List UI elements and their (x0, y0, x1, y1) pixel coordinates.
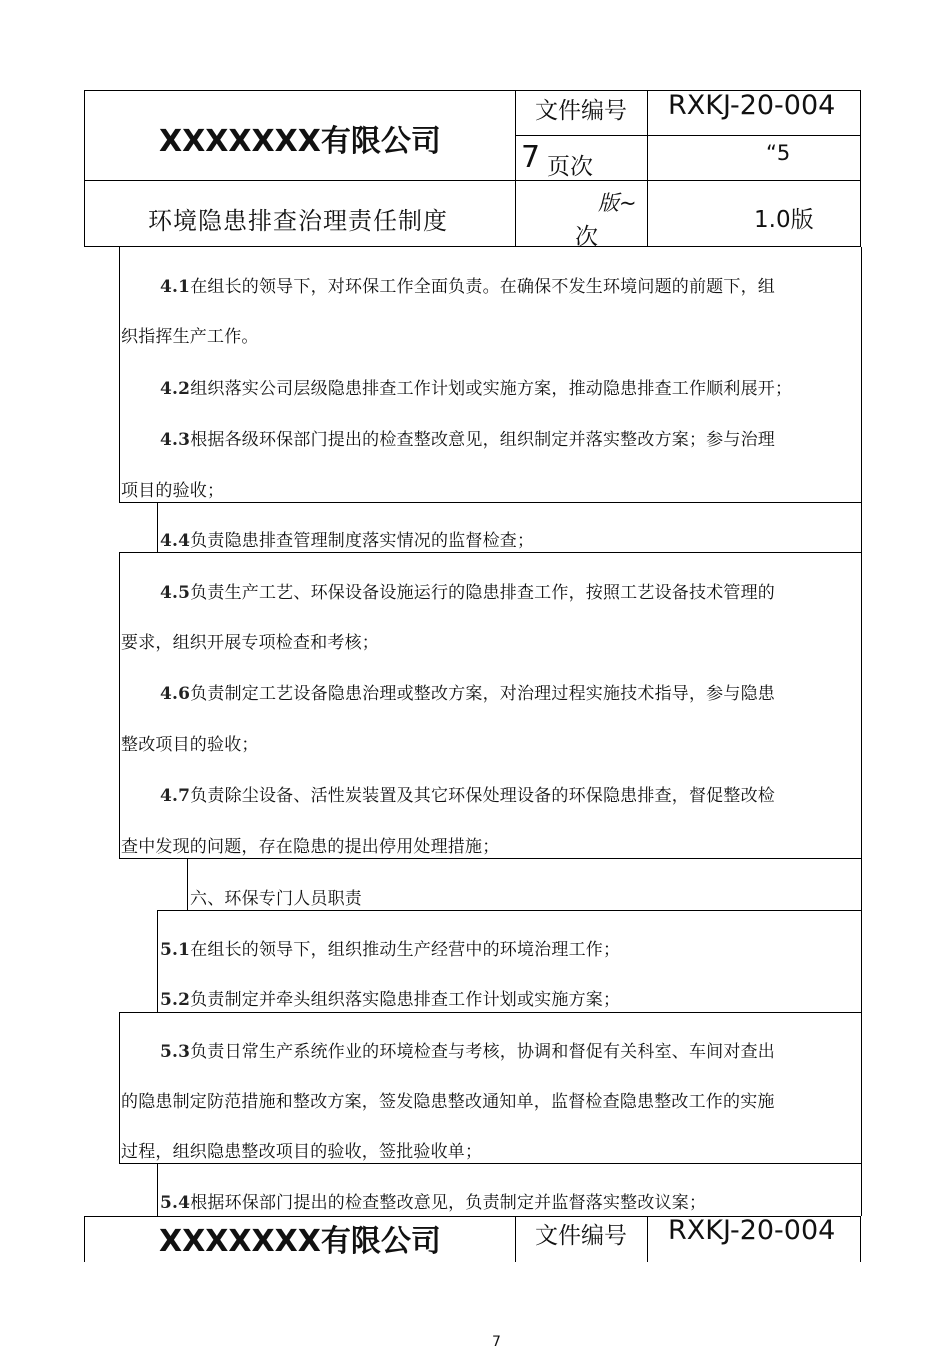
company-name: XXXXXXX有限公司 (159, 124, 441, 159)
item-5-1-line-1: 5.1在组长的领导下，组织推动生产经营中的环境治理工作； (160, 940, 621, 960)
item-4-1-line-2: 织指挥生产工作。 (121, 327, 259, 347)
document-title: 环境隐患排查治理责任制度 (148, 207, 448, 235)
version-value: 1.0版 (754, 207, 814, 233)
item-number: 4.6 (160, 684, 191, 704)
header-divider (515, 135, 861, 136)
item-number: 4.4 (160, 531, 191, 551)
item-4-2-line-1: 4.2组织落实公司层级隐患排查工作计划或实施方案，推动隐患排查工作顺利展开； (160, 379, 793, 399)
doc-number-value: RXKJ-20-004 (668, 90, 836, 121)
item-4-3-line-1: 4.3根据各级环保部门提出的检查整改意见，组织制定并落实整改方案；参与治理 (160, 430, 775, 450)
item-number: 5.3 (160, 1042, 191, 1062)
item-4-7-line-2: 查中发现的问题，存在隐患的提出停用处理措施； (121, 837, 500, 857)
doc-number-label: 文件编号 (535, 98, 627, 124)
footer-header-divider (647, 1216, 648, 1262)
section-6-heading: 六、环保专门人员职责 (190, 889, 362, 909)
item-number: 5.1 (160, 940, 191, 960)
item-5-2-line-1: 5.2负责制定并牵头组织落实隐患排查工作计划或实施方案； (160, 990, 621, 1010)
page-value: “5 (766, 141, 791, 165)
item-5-3-line-1: 5.3负责日常生产系统作业的环境检查与考核，协调和督促有关科室、车间对查出 (160, 1042, 775, 1062)
item-5-4-line-1: 5.4根据环保部门提出的检查整改意见，负责制定并监督落实整改议案； (160, 1193, 707, 1213)
item-number: 5.4 (160, 1193, 191, 1213)
item-number: 5.2 (160, 990, 191, 1010)
version-label-bottom: 次 (575, 224, 598, 250)
header-divider (84, 180, 861, 181)
footer-doc-number-label: 文件编号 (535, 1223, 627, 1249)
page-number: 7 (521, 140, 541, 175)
item-number: 4.3 (160, 430, 191, 450)
item-4-5-line-1: 4.5负责生产工艺、环保设备设施运行的隐患排查工作，按照工艺设备技术管理的 (160, 583, 775, 603)
footer-header-divider (515, 1216, 516, 1262)
item-4-7-line-1: 4.7负责除尘设备、活性炭装置及其它环保处理设备的环保隐患排查，督促整改检 (160, 786, 775, 806)
item-4-4-line-1: 4.4负责隐患排查管理制度落实情况的监督检查； (160, 531, 535, 551)
item-4-1-line-1: 4.1在组长的领导下，对环保工作全面负责。在确保不发生环境问题的前题下，组 (160, 277, 775, 297)
item-number: 4.1 (160, 277, 191, 297)
header-divider (647, 90, 648, 247)
footer-company-name: XXXXXXX有限公司 (159, 1224, 441, 1259)
item-number: 4.7 (160, 786, 191, 806)
item-4-6-line-1: 4.6负责制定工艺设备隐患治理或整改方案，对治理过程实施技术指导，参与隐患 (160, 684, 775, 704)
item-4-5-line-2: 要求，组织开展专项检查和考核； (121, 633, 379, 653)
item-5-3-line-2: 的隐患制定防范措施和整改方案，签发隐患整改通知单，监督检查隐患整改工作的实施 (121, 1092, 775, 1112)
item-number: 4.2 (160, 379, 191, 399)
page-number-footer: 7 (492, 1334, 501, 1350)
item-4-6-line-2: 整改项目的验收； (121, 735, 259, 755)
header-divider (515, 90, 516, 247)
page-label: 页次 (547, 154, 593, 180)
item-4-3-line-2: 项目的验收； (121, 481, 225, 501)
footer-doc-number-value: RXKJ-20-004 (668, 1215, 836, 1246)
item-number: 4.5 (160, 583, 191, 603)
item-5-3-line-3: 过程，组织隐患整改项目的验收，签批验收单； (121, 1142, 483, 1162)
version-label-top: 版~ (598, 191, 637, 215)
